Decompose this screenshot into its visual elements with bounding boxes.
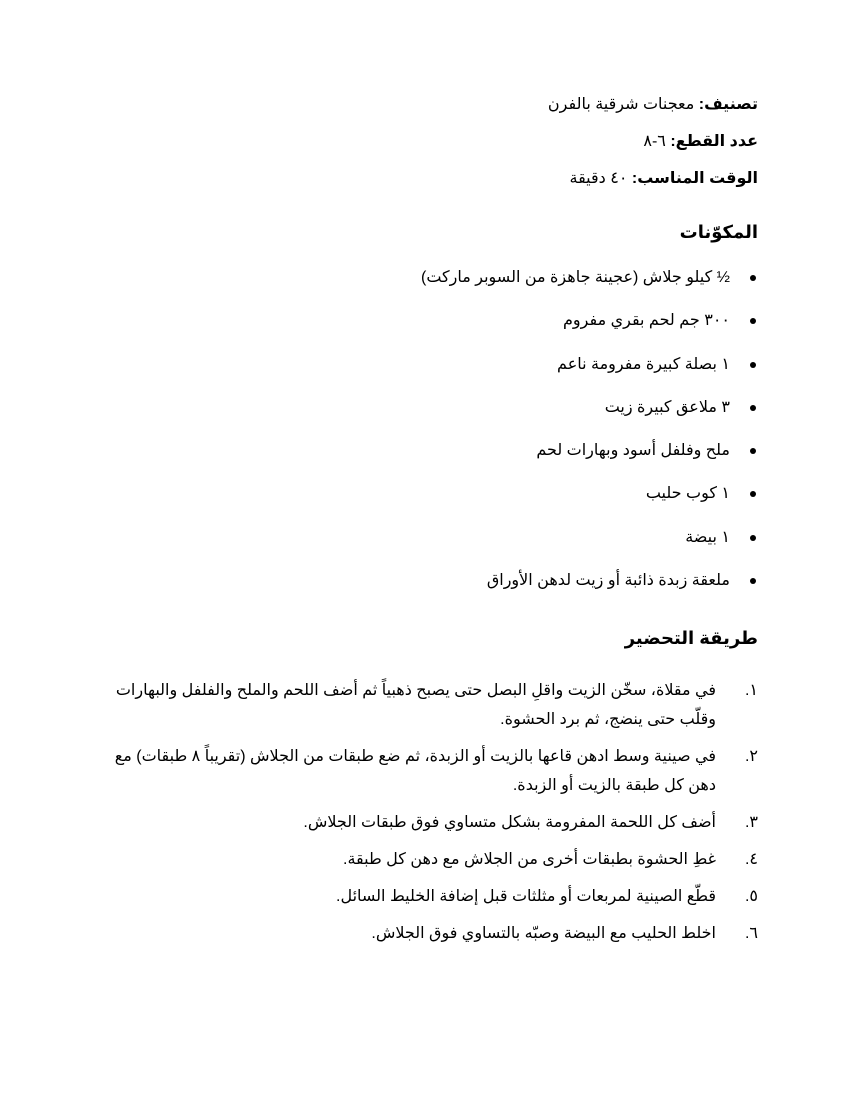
time-line	[98, 166, 758, 192]
method-steps-list	[94, 676, 758, 956]
time-value: ٤٠ دقيقة	[569, 170, 632, 187]
ingredient-item	[98, 353, 758, 396]
ingredient-text: ١ بيضة	[685, 528, 730, 546]
step-number: ٥.	[744, 888, 758, 905]
category-label: تصنيف:	[698, 96, 758, 113]
method-step	[94, 882, 758, 911]
recipe-meta	[98, 92, 758, 203]
step-number: ٢.	[744, 748, 758, 765]
step-number: ٦.	[744, 925, 758, 942]
ingredient-item	[98, 569, 758, 612]
bullet-icon	[750, 491, 756, 497]
method-heading: طريقة التحضير	[624, 628, 758, 648]
ingredients-list	[98, 266, 758, 612]
step-number: ٤.	[744, 851, 758, 868]
ingredient-item	[98, 309, 758, 352]
method-step	[94, 808, 758, 837]
bullet-icon	[750, 535, 756, 541]
category-value: معجنات شرقية بالفرن	[547, 96, 699, 113]
ingredient-item	[98, 526, 758, 569]
servings-value: ٦-٨	[643, 133, 671, 150]
time-label: الوقت المناسب:	[631, 170, 758, 187]
step-number: ١.	[744, 682, 758, 699]
bullet-icon	[750, 448, 756, 454]
category-line	[98, 92, 758, 118]
ingredient-text: ٣٠٠ جم لحم بقري مفروم	[563, 312, 730, 330]
step-number: ٣.	[744, 814, 758, 831]
ingredient-item	[98, 266, 758, 309]
ingredient-text: ملعقة زبدة ذائبة أو زيت لدهن الأوراق	[486, 572, 730, 590]
ingredient-item	[98, 396, 758, 439]
bullet-icon	[750, 405, 756, 411]
step-text: اخلط الحليب مع البيضة وصبّه بالتساوي فوق الجلاش.	[371, 925, 716, 942]
bullet-icon	[750, 578, 756, 584]
ingredients-heading: المكوّنات	[679, 222, 758, 242]
method-step	[94, 742, 758, 800]
ingredient-text: ½ كيلو جلاش (عجينة جاهزة من السوبر ماركت)	[420, 269, 730, 286]
method-step	[94, 919, 758, 948]
method-step	[94, 676, 758, 734]
bullet-icon	[750, 275, 756, 281]
ingredient-text: ١ كوب حليب	[645, 485, 730, 503]
step-text: في مقلاة، سخّن الزيت واقلِ البصل حتى يصبح ذهبياً ثم أضف اللحم والملح والفلفل والبهارات وقلّب حتى ينضج، ثم برد الحشوة.	[115, 682, 716, 728]
servings-line	[98, 129, 758, 155]
step-text: في صينية وسط ادهن قاعها بالزيت أو الزبدة، ثم ضع طبقات من الجلاش (تقريباً ٨ طبقات) مع دهن كل طبقة بالزيت أو الزبدة.	[114, 748, 716, 794]
ingredient-text: ملح وفلفل أسود وبهارات لحم	[536, 442, 730, 460]
step-text: غطِ الحشوة بطبقات أخرى من الجلاش مع دهن كل طبقة.	[343, 851, 716, 868]
ingredient-item	[98, 482, 758, 525]
step-text: أضف كل اللحمة المفرومة بشكل متساوي فوق طبقات الجلاش.	[303, 814, 716, 831]
bullet-icon	[750, 362, 756, 368]
servings-label: عدد القطع:	[670, 133, 758, 150]
ingredient-text: ١ بصلة كبيرة مفرومة ناعم	[557, 355, 730, 373]
bullet-icon	[750, 318, 756, 324]
ingredient-item	[98, 439, 758, 482]
ingredient-text: ٣ ملاعق كبيرة زيت	[604, 398, 730, 416]
step-text: قطّع الصينية لمربعات أو مثلثات قبل إضافة الخليط السائل.	[336, 888, 716, 905]
method-step	[94, 845, 758, 874]
